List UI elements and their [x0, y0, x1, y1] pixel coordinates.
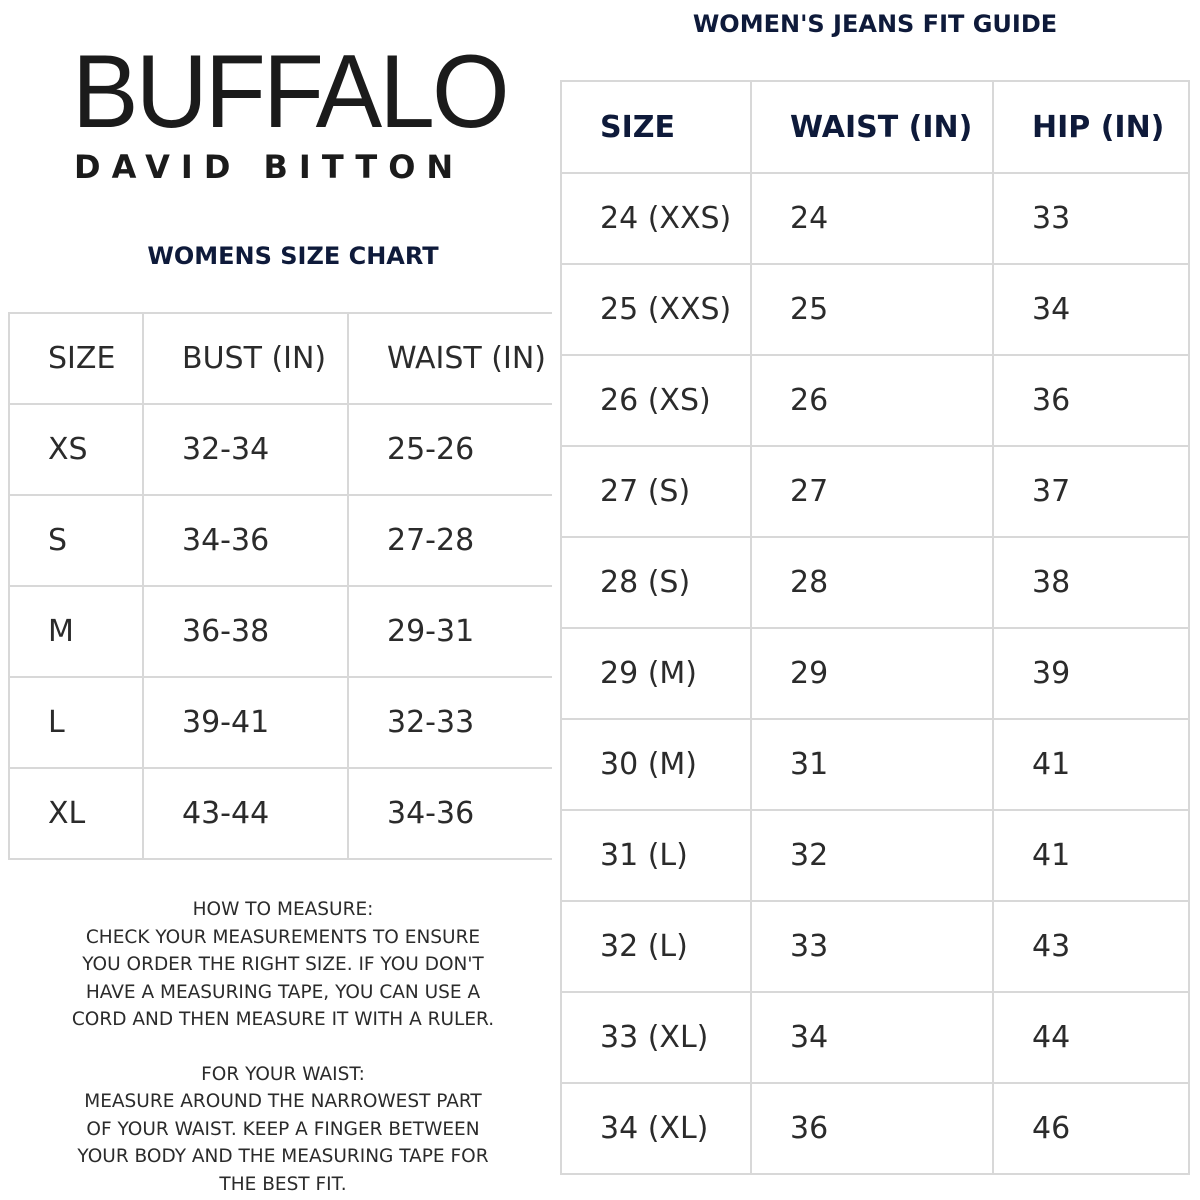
- table-cell: 24 (XXS): [561, 173, 751, 264]
- table-cell: 27-28: [348, 495, 552, 586]
- how-to-measure-heading: HOW TO MEASURE:: [192, 899, 374, 920]
- table-row: [561, 264, 1189, 355]
- table-cell: 41: [993, 810, 1189, 901]
- table-row: [561, 901, 1189, 992]
- table-cell: 25: [751, 264, 993, 355]
- table-cell: 32-34: [143, 404, 348, 495]
- column-header: HIP (IN): [993, 81, 1189, 173]
- table-cell: 29: [751, 628, 993, 719]
- table-cell: 46: [993, 1083, 1189, 1174]
- womens-size-table: [8, 312, 552, 860]
- table-cell: 37: [993, 446, 1189, 537]
- brand-subline: DAVID BITTON: [74, 148, 465, 186]
- column-header: WAIST (IN): [348, 313, 552, 404]
- table-row: [9, 768, 552, 859]
- table-header-row: [561, 81, 1189, 173]
- table-row: [561, 355, 1189, 446]
- table-cell: 32-33: [348, 677, 552, 768]
- table-cell: 32 (L): [561, 901, 751, 992]
- table-cell: 34 (XL): [561, 1083, 751, 1174]
- column-header: BUST (IN): [143, 313, 348, 404]
- table-cell: XS: [9, 404, 143, 495]
- table-row: [9, 495, 552, 586]
- table-cell: 34-36: [143, 495, 348, 586]
- instruction-line: CHECK YOUR MEASUREMENTS TO ENSURE: [85, 926, 481, 948]
- column-header: SIZE: [9, 313, 143, 404]
- table-cell: 31: [751, 719, 993, 810]
- column-header: WAIST (IN): [751, 81, 993, 173]
- table-cell: S: [9, 495, 143, 586]
- table-cell: 26 (XS): [561, 355, 751, 446]
- table-cell: XL: [9, 768, 143, 859]
- instruction-line: YOUR BODY AND THE MEASURING TAPE FOR: [77, 1146, 489, 1167]
- table-cell: 29 (M): [561, 628, 751, 719]
- table-cell: L: [9, 677, 143, 768]
- table-cell: 36-38: [143, 586, 348, 677]
- table-cell: 31 (L): [561, 810, 751, 901]
- table-cell: 39: [993, 628, 1189, 719]
- column-header: SIZE: [561, 81, 751, 173]
- table-cell: 33 (XL): [561, 992, 751, 1083]
- instruction-line: YOU ORDER THE RIGHT SIZE. IF YOU DON'T: [82, 954, 484, 975]
- table-cell: 27 (S): [561, 446, 751, 537]
- table-cell: 29-31: [348, 586, 552, 677]
- table-cell: 26: [751, 355, 993, 446]
- instruction-line: THE BEST FIT.: [219, 1173, 347, 1195]
- instruction-line: CORD AND THEN MEASURE IT WITH A RULER.: [71, 1009, 495, 1030]
- instruction-line: HAVE A MEASURING TAPE, YOU CAN USE A: [85, 981, 481, 1003]
- table-cell: 27: [751, 446, 993, 537]
- brand-name: BUFFALO: [72, 34, 507, 150]
- jeans-fit-guide-title: WOMEN'S JEANS FIT GUIDE: [692, 10, 1058, 38]
- table-cell: 43-44: [143, 768, 348, 859]
- table-row: [561, 628, 1189, 719]
- table-cell: M: [9, 586, 143, 677]
- table-cell: 41: [993, 719, 1189, 810]
- brand-logo: [60, 34, 507, 186]
- waist-heading: FOR YOUR WAIST:: [201, 1063, 365, 1085]
- womens-size-chart-title: WOMENS SIZE CHART: [147, 242, 439, 270]
- table-row: [9, 677, 552, 768]
- table-row: [561, 537, 1189, 628]
- table-cell: 36: [993, 355, 1189, 446]
- table-cell: 24: [751, 173, 993, 264]
- table-row: [561, 1083, 1189, 1174]
- table-row: [561, 992, 1189, 1083]
- table-row: [9, 404, 552, 495]
- table-cell: 38: [993, 537, 1189, 628]
- instruction-line: MEASURE AROUND THE NARROWEST PART: [84, 1091, 482, 1112]
- table-row: [561, 810, 1189, 901]
- table-cell: 36: [751, 1083, 993, 1174]
- table-cell: 25-26: [348, 404, 552, 495]
- instruction-line: OF YOUR WAIST. KEEP A FINGER BETWEEN: [86, 1118, 480, 1140]
- table-cell: 30 (M): [561, 719, 751, 810]
- table-cell: 39-41: [143, 677, 348, 768]
- table-header-row: [9, 313, 552, 404]
- table-cell: 28: [751, 537, 993, 628]
- jeans-fit-table: [560, 80, 1190, 1175]
- table-row: [561, 446, 1189, 537]
- table-cell: 34: [993, 264, 1189, 355]
- table-cell: 32: [751, 810, 993, 901]
- table-cell: 44: [993, 992, 1189, 1083]
- table-cell: 43: [993, 901, 1189, 992]
- table-cell: 25 (XXS): [561, 264, 751, 355]
- table-cell: 34: [751, 992, 993, 1083]
- table-row: [561, 173, 1189, 264]
- how-to-measure-notes: [40, 896, 526, 1198]
- table-cell: 28 (S): [561, 537, 751, 628]
- table-cell: 33: [993, 173, 1189, 264]
- table-row: [561, 719, 1189, 810]
- table-row: [9, 586, 552, 677]
- table-cell: 33: [751, 901, 993, 992]
- table-cell: 34-36: [348, 768, 552, 859]
